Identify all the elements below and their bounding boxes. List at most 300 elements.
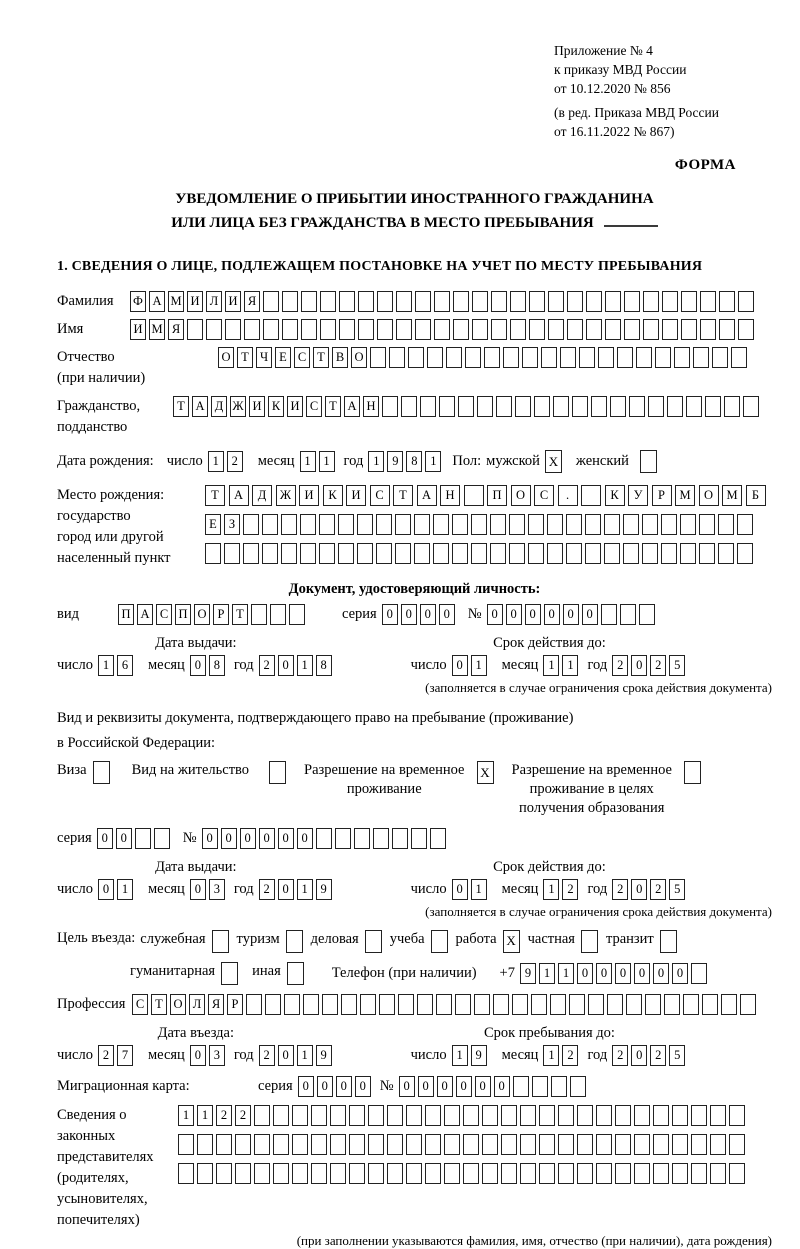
char-cell [634,1163,650,1184]
char-cell: 1 [297,655,313,676]
residence-number-cells [202,828,449,849]
char-cell [243,543,259,564]
residence-issue-month-cells [190,879,228,900]
char-cell [648,396,664,417]
char-cell [415,319,431,340]
char-cell [567,291,583,312]
char-cell [482,1105,498,1126]
char-cell [610,396,626,417]
char-cell: 1 [98,655,114,676]
char-cell: 2 [227,451,243,472]
char-cell: П [175,604,191,625]
purpose-business [311,930,382,953]
char-cell: 2 [562,879,578,900]
char-cell: С [306,396,322,417]
char-cell [620,604,636,625]
char-cell [624,319,640,340]
char-cell: 0 [631,879,647,900]
patronymic-cells [218,347,750,368]
char-cell [570,1076,586,1097]
migration-card-label: Миграционная карта: [57,1077,190,1094]
char-cell [395,543,411,564]
char-cell: Б [746,485,766,506]
char-cell [349,1105,365,1126]
char-cell: З [224,514,240,535]
char-cell: 0 [456,1076,472,1097]
char-cell [710,1105,726,1126]
temp-residence-education-label-line1: Разрешение на временное [511,762,672,779]
char-cell [662,291,678,312]
work-checkbox: X [503,930,520,953]
char-cell: М [675,485,695,506]
char-cell: У [628,485,648,506]
purpose-humanitarian [130,962,238,985]
char-cell [490,514,506,535]
char-cell [474,994,490,1015]
char-cell [349,1134,365,1155]
residence-intro-line2: в Российской Федерации: [57,734,216,751]
char-cell [235,1163,251,1184]
char-cell: А [417,485,437,506]
birthplace-label-line2: государство [57,508,131,525]
char-cell [615,1163,631,1184]
char-cell [598,347,614,368]
residence-intro [57,706,772,755]
char-cell [626,994,642,1015]
char-cell: 1 [425,451,441,472]
phone-prefix: +7 [499,964,515,981]
char-cell [401,396,417,417]
char-cell: Ч [256,347,272,368]
char-cell: Т [173,396,189,417]
char-cell [292,1134,308,1155]
char-cell [420,396,436,417]
char-cell: 3 [209,1045,225,1066]
firstname-cells [130,319,757,340]
char-cell [683,994,699,1015]
char-cell: 1 [558,963,574,984]
issue-date-label: Дата выдачи: [155,635,237,652]
char-cell [509,514,525,535]
char-cell: 9 [316,879,332,900]
char-cell: 5 [669,655,685,676]
citizenship-row [57,396,772,438]
char-cell [700,319,716,340]
char-cell: 0 [297,828,313,849]
char-cell [653,1163,669,1184]
char-cell [178,1134,194,1155]
char-cell [513,1076,529,1097]
char-cell: 1 [117,879,133,900]
char-cell [446,347,462,368]
char-cell: 1 [178,1105,194,1126]
day-label: число [166,453,203,470]
char-cell [634,1105,650,1126]
char-cell: 1 [452,1045,468,1066]
char-cell [503,347,519,368]
char-cell [415,291,431,312]
char-cell: А [229,485,249,506]
citizenship-label-line1: Гражданство, [57,398,141,415]
profession-label: Профессия [57,995,126,1012]
char-cell: 0 [116,828,132,849]
char-cell [406,1163,422,1184]
birthdate-row [57,450,772,473]
char-cell [206,319,222,340]
char-cell [135,828,151,849]
char-cell [254,1163,270,1184]
char-cell: 1 [539,963,555,984]
char-cell [712,347,728,368]
male-label: мужской [486,453,540,470]
char-cell [605,291,621,312]
char-cell: Т [232,604,248,625]
form-word: ФОРМА [674,157,736,174]
char-cell [434,319,450,340]
char-cell [520,1105,536,1126]
char-cell: 1 [471,655,487,676]
char-cell [642,514,658,535]
char-cell [743,396,759,417]
char-cell: М [168,291,184,312]
doc-kind-cells [118,604,308,625]
doc-series-cells [382,604,458,625]
char-cell: О [218,347,234,368]
char-cell: Л [189,994,205,1015]
char-cell: 0 [582,604,598,625]
char-cell [452,543,468,564]
char-cell [510,291,526,312]
char-cell [273,1105,289,1126]
char-cell [254,1105,270,1126]
char-cell [414,543,430,564]
day-label: число [410,657,447,674]
char-cell [434,291,450,312]
char-cell [303,994,319,1015]
char-cell: К [268,396,284,417]
migration-card-row [57,1076,772,1097]
char-cell: Я [244,291,260,312]
char-cell: 0 [221,828,237,849]
transit-label: транзит [605,930,654,947]
char-cell [661,543,677,564]
residence-permit-label: Вид на жительство [131,762,250,779]
stay-year-cells [612,1045,688,1066]
char-cell: М [149,319,165,340]
char-cell: 0 [525,604,541,625]
char-cell: 0 [259,828,275,849]
char-cell [719,291,735,312]
char-cell: Ж [230,396,246,417]
profession-cells [132,994,759,1015]
char-cell: И [287,396,303,417]
char-cell [316,828,332,849]
char-cell: П [487,485,507,506]
char-cell [463,1105,479,1126]
identity-doc-row [57,604,772,625]
tourism-label: туризм [236,930,280,947]
char-cell: И [346,485,366,506]
char-cell [528,543,544,564]
char-cell [235,1134,251,1155]
issue-date-label: Дата выдачи: [155,858,237,875]
char-cell: 0 [298,1076,314,1097]
char-cell [719,319,735,340]
char-cell [551,1076,567,1097]
char-cell: С [370,485,390,506]
birthplace-label-line3: город или другой [57,529,164,546]
purpose-label: Цель въезда: [57,929,136,946]
char-cell [263,291,279,312]
char-cell: 1 [471,879,487,900]
char-cell: 9 [471,1045,487,1066]
temp-residence-education-label [512,761,672,818]
char-cell: 0 [544,604,560,625]
char-cell [558,1163,574,1184]
char-cell: 0 [190,655,206,676]
month-label: месяц [147,657,185,674]
study-checkbox [431,930,448,953]
char-cell [522,347,538,368]
identity-issue-year-cells [259,655,335,676]
char-cell [491,319,507,340]
title-blank-line [604,213,658,227]
char-cell [244,319,260,340]
sex-label: Пол: [452,453,482,470]
char-cell: 0 [278,879,294,900]
char-cell: 0 [506,604,522,625]
citizenship-cells [173,396,762,417]
residence-options-row [57,761,772,818]
char-cell [282,319,298,340]
char-cell: 0 [653,963,669,984]
char-cell [265,994,281,1015]
day-label: число [57,657,93,674]
char-cell: 0 [437,1076,453,1097]
char-cell [737,514,753,535]
residence-series-row [57,828,772,849]
char-cell: 8 [209,655,225,676]
char-cell [320,319,336,340]
business-label: деловая [310,930,359,947]
char-cell: 1 [300,451,316,472]
char-cell [591,396,607,417]
char-cell [653,1134,669,1155]
birthplace-cells-row1 [205,485,769,506]
char-cell [311,1105,327,1126]
char-cell: 0 [317,1076,333,1097]
char-cell [577,1134,593,1155]
char-cell [691,963,707,984]
char-cell: 0 [615,963,631,984]
char-cell [464,485,484,506]
other-checkbox [287,962,304,985]
phone-cells [520,963,710,984]
day-label: число [57,880,93,897]
char-cell: Е [275,347,291,368]
char-cell [292,1105,308,1126]
char-cell [501,1134,517,1155]
char-cell: 2 [650,1045,666,1066]
purpose-study [390,930,448,953]
profession-row [57,994,772,1015]
char-cell [338,543,354,564]
identity-expiry-day-cells [452,655,490,676]
char-cell [615,1105,631,1126]
char-cell [338,514,354,535]
char-cell: 1 [197,1105,213,1126]
char-cell: 0 [355,1076,371,1097]
char-cell [477,396,493,417]
char-cell [539,1105,555,1126]
char-cell [453,291,469,312]
char-cell [740,994,756,1015]
char-cell [341,994,357,1015]
surname-cells [130,291,757,312]
char-cell: Р [652,485,672,506]
entry-date-label: Дата въезда: [157,1024,235,1041]
patronymic-label-line1: Отчество [57,348,115,365]
representatives-cells-row2 [178,1134,748,1155]
birthplace-label [57,485,205,569]
char-cell [662,319,678,340]
birthplace-label-line1: Место рождения: [57,487,165,504]
char-cell [387,1105,403,1126]
char-cell: О [699,485,719,506]
char-cell: Ф [130,291,146,312]
doc-number-cells [487,604,658,625]
char-cell [534,396,550,417]
temp-residence-education-option [512,761,701,818]
char-cell [520,1163,536,1184]
char-cell [339,319,355,340]
char-cell: Т [237,347,253,368]
char-cell: 1 [368,451,384,472]
char-cell: 8 [316,655,332,676]
char-cell [572,396,588,417]
other-label: иная [252,962,281,979]
identity-issue-day-cells [98,655,136,676]
char-cell [566,543,582,564]
char-cell [358,291,374,312]
char-cell: И [249,396,265,417]
char-cell [417,994,433,1015]
char-cell: О [351,347,367,368]
residence-number-label: № [182,829,197,846]
char-cell [387,1163,403,1184]
char-cell [311,1134,327,1155]
doc-kind-label: вид [57,606,79,623]
appendix-line: Приложение № 4 [554,43,653,58]
char-cell [349,1163,365,1184]
appendix-block [554,42,754,141]
char-cell: Д [211,396,227,417]
char-cell [224,543,240,564]
char-cell [661,514,677,535]
char-cell [645,994,661,1015]
char-cell [273,1163,289,1184]
char-cell [510,319,526,340]
char-cell [281,543,297,564]
char-cell [558,1134,574,1155]
char-cell: Р [227,994,243,1015]
month-label: месяц [501,657,539,674]
birthplace-cells-block [205,485,769,564]
char-cell: 2 [259,879,275,900]
char-cell: Н [440,485,460,506]
char-cell [617,347,633,368]
restriction-note: (заполняется в случае ограничения срока действия документа) [425,680,772,696]
month-label: месяц [147,880,185,897]
char-cell [452,514,468,535]
char-cell [471,514,487,535]
char-cell: Р [213,604,229,625]
char-cell [330,1163,346,1184]
char-cell: 5 [669,1045,685,1066]
year-label: год [587,880,608,897]
residence-series-label: серия [57,829,92,846]
char-cell: 2 [650,879,666,900]
char-cell [643,319,659,340]
migration-number-label: № [379,1077,394,1094]
char-cell: С [156,604,172,625]
char-cell: 0 [487,604,503,625]
representatives-label [57,1105,178,1231]
residence-expiry-row [411,879,689,900]
char-cell: 2 [235,1105,251,1126]
char-cell [377,319,393,340]
visa-label: Виза [57,762,87,779]
temp-residence-option [304,761,493,799]
temp-residence-education-label-line3: получения образования [519,800,665,817]
char-cell [455,994,471,1015]
char-cell: 0 [563,604,579,625]
char-cell [319,514,335,535]
birth-month-cells [300,451,338,472]
char-cell [623,514,639,535]
char-cell: В [332,347,348,368]
char-cell [653,1105,669,1126]
restriction-note: (заполняется в случае ограничения срока действия документа) [425,903,772,919]
residence-dates [57,859,772,900]
doc-number-label: № [467,606,482,623]
char-cell [596,1105,612,1126]
migration-number-cells [399,1076,589,1097]
birthplace-cells-row3 [205,543,769,564]
birthplace-label-line4: населенный пункт [57,550,171,567]
residence-permit-option [132,761,286,784]
residence-issue-year-cells [259,879,335,900]
char-cell: 2 [612,1045,628,1066]
representatives-row [57,1105,772,1231]
char-cell: И [299,485,319,506]
stay-until-row [411,1045,689,1066]
char-cell [368,1105,384,1126]
citizenship-label [57,396,173,438]
stay-until-group [411,1025,689,1066]
char-cell [623,543,639,564]
char-cell [566,514,582,535]
char-cell [376,514,392,535]
char-cell [738,319,754,340]
char-cell [680,514,696,535]
char-cell [357,514,373,535]
char-cell [731,347,747,368]
citizenship-label-line2: подданство [57,419,128,436]
birthplace-row [57,485,772,569]
char-cell [273,1134,289,1155]
year-label: год [233,880,254,897]
